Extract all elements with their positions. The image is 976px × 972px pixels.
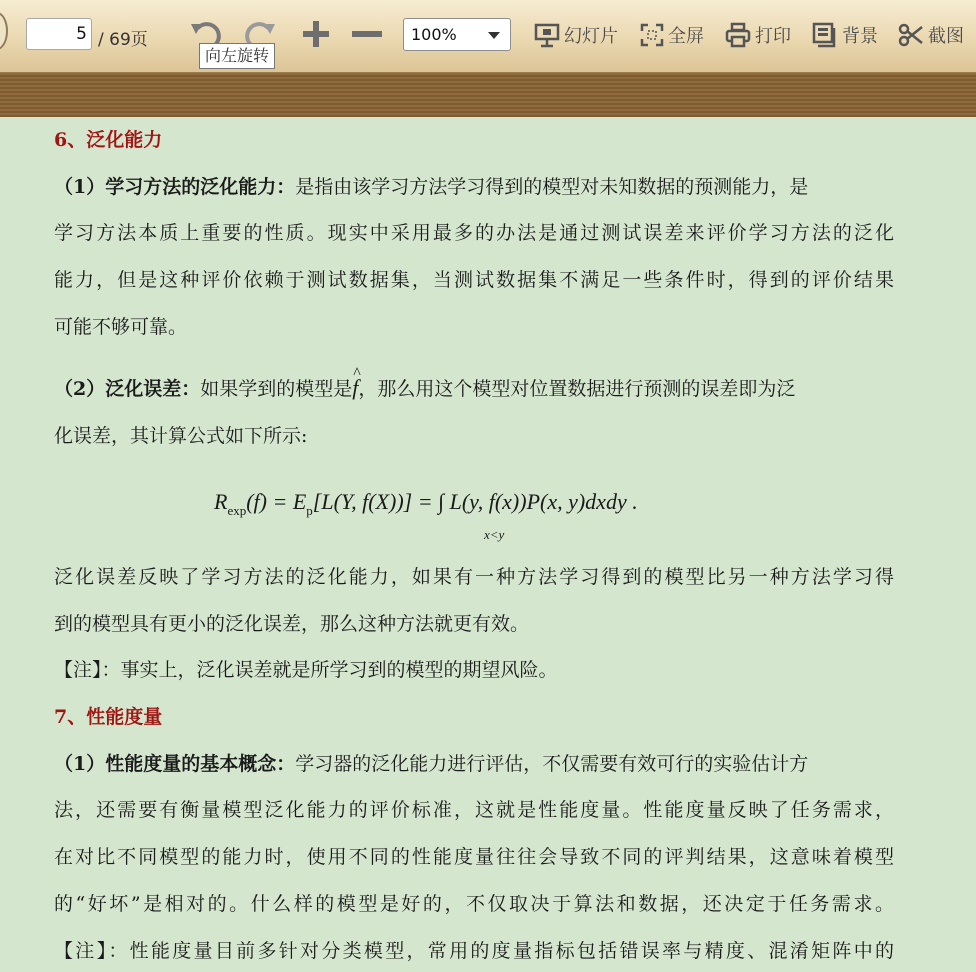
fullscreen-label: 全屏 bbox=[668, 26, 704, 47]
paragraph-label: （1）性能度量的基本概念： bbox=[54, 753, 296, 775]
paragraph-generalization-error-line-1 bbox=[54, 374, 894, 403]
screenshot-button[interactable] bbox=[898, 20, 964, 50]
paragraph-line: 法，还需要有衡量模型泛化能力的评价标准，这就是性能度量。性能度量反映了任务需求， bbox=[54, 799, 894, 821]
model-symbol: ^ f bbox=[352, 374, 358, 402]
slideshow-icon bbox=[534, 22, 560, 48]
formula-sub-p: p bbox=[306, 503, 313, 518]
background-icon bbox=[812, 22, 838, 48]
paragraph-line: 的“好坏”是相对的。什么样的模型是好的，不仅取决于算法和数据，还决定于任务需求。 bbox=[54, 893, 894, 915]
fullscreen-button[interactable] bbox=[640, 20, 704, 50]
paragraph-text: ，那么用这个模型对位置数据进行预测的误差即为泛 bbox=[358, 378, 796, 400]
paragraph-text: 如果学到的模型是 bbox=[200, 378, 353, 400]
section-heading-6: 6、泛化能力 bbox=[54, 129, 163, 151]
paragraph-line: 能力，但是这种评价依赖于测试数据集，当测试数据集不满足一些条件时，得到的评价结果 bbox=[54, 269, 894, 291]
rotate-left-tooltip: 向左旋转 bbox=[199, 43, 275, 69]
zoom-out-icon bbox=[347, 14, 387, 54]
paragraph-generalization-line-1 bbox=[54, 173, 894, 201]
print-button[interactable] bbox=[725, 20, 791, 50]
zoom-select[interactable] bbox=[403, 18, 511, 51]
paragraph-line: 在对比不同模型的能力时，使用不同的性能度量往往会导致不同的评判结果，这意味着模型 bbox=[54, 846, 894, 868]
generalization-error-formula bbox=[214, 489, 774, 559]
paragraph-label: （2）泛化误差： bbox=[54, 378, 201, 400]
chevron-down-icon bbox=[488, 32, 500, 39]
formula-part: (f) = E bbox=[246, 489, 307, 514]
page-number-input[interactable] bbox=[26, 18, 92, 50]
zoom-in-icon bbox=[297, 14, 337, 54]
formula-part: [L(Y, f(X))] = ∫ L(y, f(x))P(x, y)dxdy . bbox=[312, 489, 638, 514]
fullscreen-icon bbox=[640, 23, 664, 47]
slideshow-label: 幻灯片 bbox=[564, 26, 618, 47]
print-label: 打印 bbox=[755, 26, 791, 47]
note: 【注】：性能度量目前多针对分类模型，常用的度量指标包括错误率与精度、混淆矩阵中的 bbox=[54, 940, 894, 962]
viewer-separator-bar bbox=[0, 73, 976, 117]
background-button[interactable] bbox=[812, 20, 878, 50]
paragraph-line: 泛化误差反映了学习方法的泛化能力，如果有一种方法学习得到的模型比另一种方法学习得 bbox=[54, 566, 894, 588]
zoom-value: 100% bbox=[411, 25, 457, 44]
paragraph-label: （1）学习方法的泛化能力： bbox=[54, 176, 296, 198]
paragraph-line: 化误差，其计算公式如下所示: bbox=[54, 425, 308, 447]
screenshot-label: 截图 bbox=[928, 26, 964, 47]
paragraph-performance-line-1 bbox=[54, 750, 894, 778]
section-heading-7: 7、性能度量 bbox=[54, 706, 163, 728]
toolbar bbox=[0, 0, 976, 73]
paragraph-line: 到的模型具有更小的泛化误差，那么这种方法就更有效。 bbox=[54, 613, 530, 635]
zoom-in-button[interactable] bbox=[297, 14, 337, 54]
slideshow-button[interactable] bbox=[534, 20, 618, 50]
formula-sub: exp bbox=[227, 503, 247, 518]
zoom-out-button[interactable] bbox=[347, 14, 387, 54]
scissors-icon bbox=[898, 22, 924, 48]
previous-page-button[interactable] bbox=[0, 12, 8, 50]
formula-integral-limits: x<y bbox=[484, 527, 505, 542]
background-label: 背景 bbox=[842, 26, 878, 47]
paragraph-line: 学习方法本质上重要的性质。现实中采用最多的办法是通过测试误差来评价学习方法的泛化 bbox=[54, 222, 894, 244]
paragraph-text: 是指由该学习方法学习得到的模型对未知数据的预测能力，是 bbox=[295, 176, 809, 198]
page-total-label: / 69页 bbox=[98, 30, 148, 50]
formula-r: R bbox=[214, 489, 228, 514]
print-icon bbox=[725, 22, 751, 48]
note: 【注】：事实上，泛化误差就是所学习到的模型的期望风险。 bbox=[54, 659, 558, 681]
paragraph-text: 学习器的泛化能力进行评估，不仅需要有效可行的实验估计方 bbox=[295, 753, 809, 775]
paragraph-line: 可能不够可靠。 bbox=[54, 316, 188, 338]
